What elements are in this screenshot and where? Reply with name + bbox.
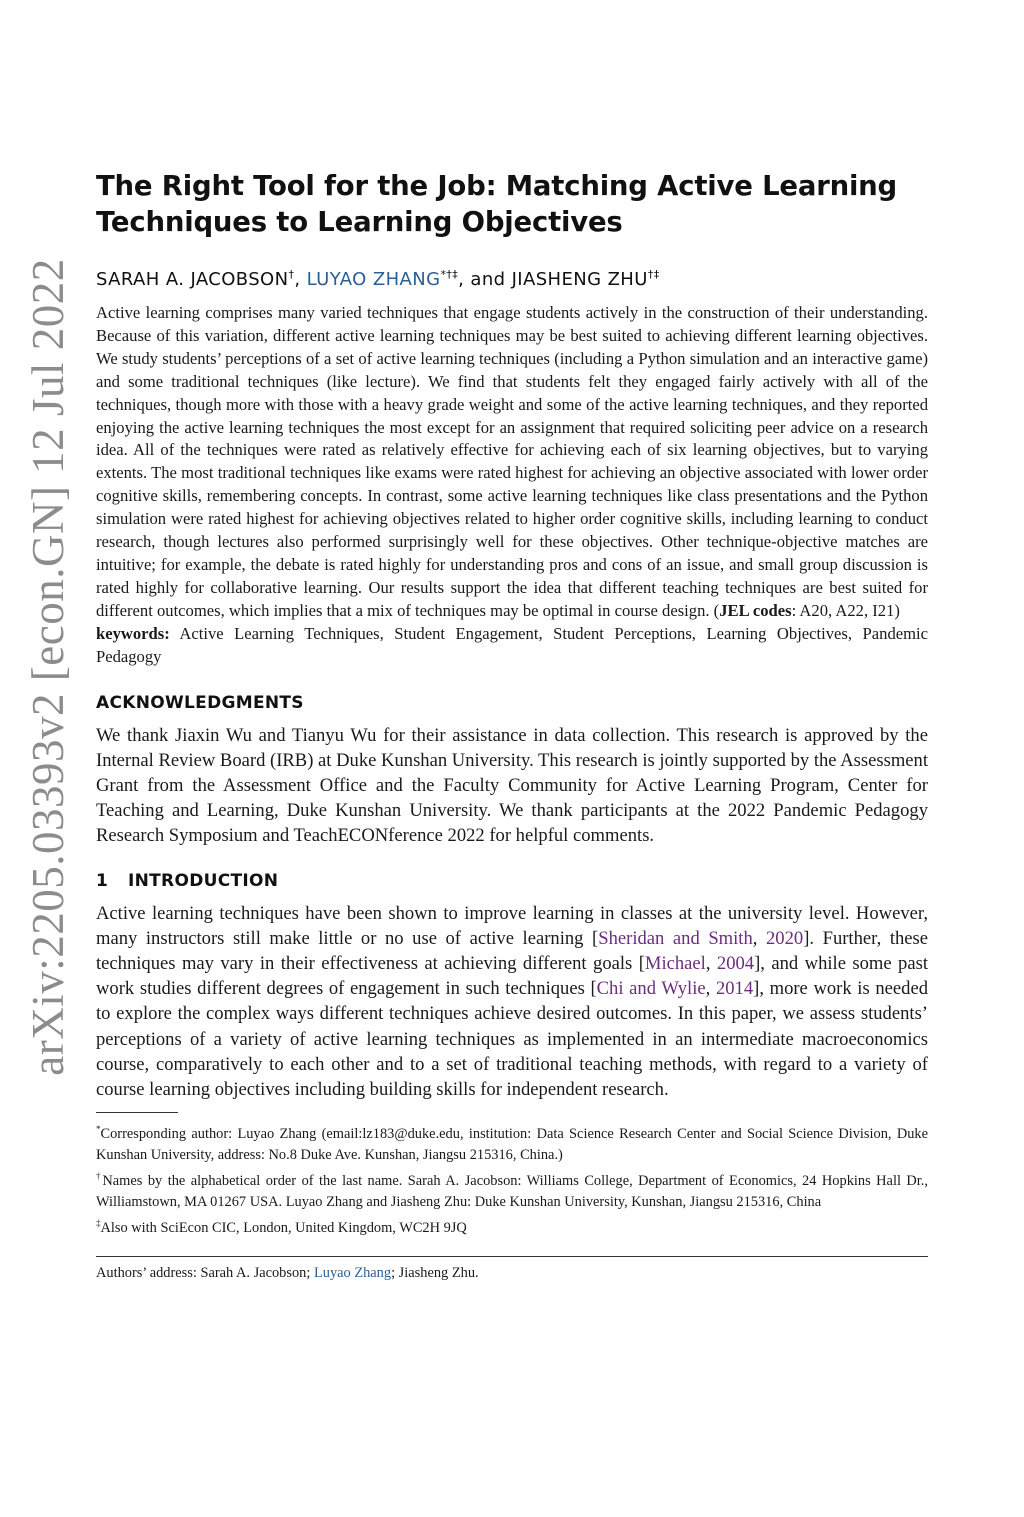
citation-link[interactable]: Chi and Wylie — [596, 978, 706, 1000]
footnote-divider — [96, 1112, 178, 1113]
introduction-heading — [96, 871, 928, 891]
section-number: 1 — [96, 870, 109, 891]
citation-year-link[interactable]: 2014 — [715, 978, 754, 1000]
address-divider — [96, 1256, 928, 1257]
abstract — [96, 302, 928, 669]
footnote-mark: † — [96, 1170, 103, 1181]
citation-link[interactable]: Sheridan and Smith — [598, 927, 753, 949]
acknowledgments-text: We thank Jiaxin Wu and Tianyu Wu for their assistance in data collection. This research is approved by the Internal Review Board (IRB) at Duke Kunshan University. This research is jointly supported by the Assessment Grant from the Assessment Office and the Faculty Community for Active Learning Program, Center for Teaching and Learning, Duke Kunshan University. We thank participants at the 2022 Pandemic Pedagogy Research Symposium and TeachECONference 2022 for helpful comments. — [96, 724, 928, 847]
author-list — [96, 268, 928, 290]
footnote-text: Also with SciEcon CIC, London, United Kingdom, WC2H 9JQ — [100, 1219, 467, 1236]
citation-link[interactable]: Michael — [644, 952, 706, 974]
acknowledgments-heading: ACKNOWLEDGMENTS — [96, 692, 304, 713]
footnote-text: Names by the alphabetical order of the last name. Sarah A. Jacobson: Williams College, Department of Economics, 24 Hopkins Hall Dr., Williamstown, MA 01267 USA. Luyao Zhang and Jiasheng Zhu: Duke Kunshan University, Kunshan, Jiangsu 215316, China — [96, 1172, 928, 1210]
address-suffix: ; Jiasheng Zhu. — [391, 1264, 479, 1281]
citation-year-link[interactable]: 2020 — [766, 927, 804, 949]
section-title: INTRODUCTION — [128, 870, 279, 891]
keywords: Active Learning Techniques, Student Engagement, Student Perceptions, Learning Objectives, Pandemic Pedagogy — [96, 623, 928, 666]
intro-text: , — [752, 927, 766, 949]
introduction-paragraph — [96, 901, 928, 1103]
author-separator: , — [294, 269, 307, 290]
jel-codes: : A20, A22, I21) — [791, 600, 900, 620]
arxiv-identifier: arXiv:2205.03393v2 [econ.GN] 12 Jul 2022 — [23, 258, 73, 1076]
jel-codes-label: JEL codes — [719, 600, 792, 620]
footnote-sciecon — [96, 1213, 928, 1239]
authors-address — [96, 1263, 928, 1284]
footnote-mark: ‡ — [96, 1217, 101, 1228]
intro-text: , — [705, 978, 716, 1000]
author-zhu: JIASHENG ZHU — [511, 269, 648, 290]
intro-text: ]. Further, these techniques may vary in their effectiveness at achieving different goals [ — [96, 927, 929, 974]
intro-text: ], more work is needed to explore the complex ways different techniques achieve desired outcomes. In this paper, we assess students’ perceptions of a variety of active learning techniques as implemented in an intermediate macroeconomics course, comparatively to each other and to a set of traditional teaching methods, with regard to a variety of course learning objectives including building skills for independent research. — [96, 978, 929, 1100]
keywords-label: keywords: — [96, 623, 170, 643]
author-jacobson-marks: † — [288, 268, 295, 281]
author-zhu-marks: †‡ — [647, 268, 660, 281]
abstract-text: Active learning comprises many varied techniques that engage students actively in the construction of their understanding. Because of this variation, different active learning techniques may be best suited to achieving different learning objectives. We study students’ perceptions of a set of active learning techniques (including a Python simulation and an interactive game) and some traditional techniques (like lecture). We find that students felt they engaged fairly actively with all of the techniques, though more with those with a heavy grade weight and some of the active learning techniques, and they reported enjoying the active learning techniques the most except for an assignment that required soliciting peer advice on a research idea. All of the techniques were rated as relatively effective for achieving each of six learning objectives, but to varying extents. The most traditional techniques like exams were rated highest for achieving an objective associated with lower order cognitive skills, remembering concepts. In contrast, some active learning techniques like class presentations and the Python simulation were rated highest for achieving objectives related to higher order cognitive skills, including learning to conduct research, though lectures also performed surprisingly well for these objectives. Other technique-objective matches are intuitive; for example, the debate is rated highly for understanding pros and cons of an issue, and small group discussion is rated highly for collaborative learning. Our results support the idea that different teaching techniques are best suited for different outcomes, which implies that a mix of techniques may be optimal in course design. — [96, 303, 928, 620]
intro-text: Active learning techniques have been shown to improve learning in classes at the university level. However, many instructors still make little or no use of active learning [ — [96, 902, 928, 949]
intro-text: , — [705, 952, 717, 974]
paper-page — [96, 168, 928, 1284]
footnote-corresponding — [96, 1119, 928, 1166]
intro-text: ], and while some past work studies different degrees of engagement in such techniques [ — [96, 952, 929, 1000]
paper-title: The Right Tool for the Job: Matching Active Learning Techniques to Learning Objectives — [96, 170, 898, 238]
footnote-affiliations — [96, 1166, 928, 1213]
author-zhang-marks: *†‡ — [440, 268, 459, 281]
author-zhang-link[interactable]: LUYAO ZHANG — [306, 269, 441, 290]
jel-open: ( — [709, 600, 720, 620]
address-zhang-link[interactable]: Luyao Zhang — [313, 1264, 392, 1281]
author-separator: , and — [458, 269, 512, 290]
arxiv-sidebar — [10, 258, 86, 1076]
address-prefix: Authors’ address: Sarah A. Jacobson; — [96, 1264, 314, 1281]
footnotes — [96, 1119, 928, 1238]
author-jacobson: SARAH A. JACOBSON — [96, 269, 289, 290]
citation-year-link[interactable]: 2004 — [716, 952, 755, 974]
footnote-text: Corresponding author: Luyao Zhang (email:lz183@duke.edu, institution: Data Science Research Center and Social Science Division, Duke Kunshan University, address: No.8 Duke Ave. Kunshan, Jiangsu 215316, China.) — [96, 1125, 928, 1163]
footnote-mark: * — [96, 1124, 101, 1135]
